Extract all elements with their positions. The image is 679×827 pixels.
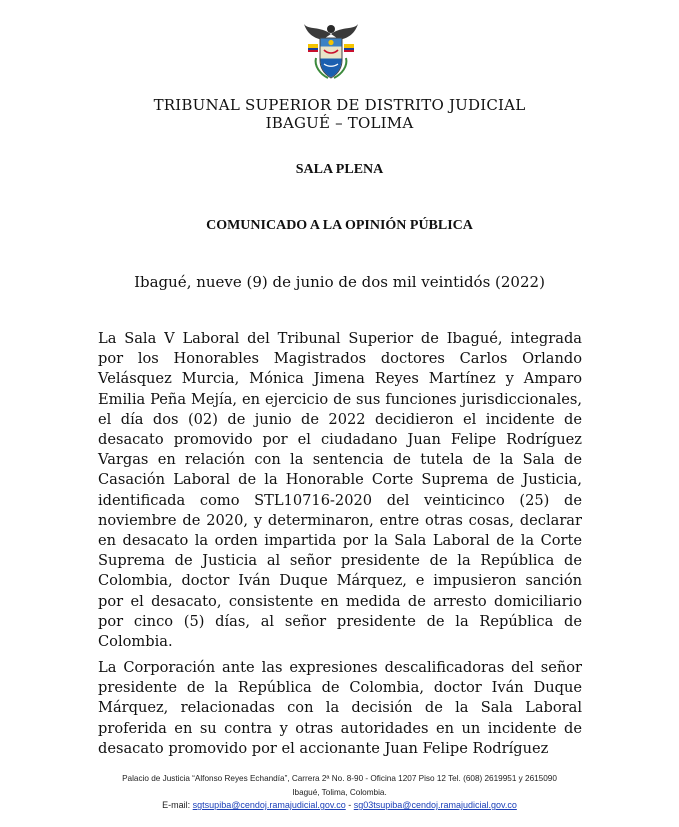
dateline: Ibagué, nueve (9) de junio de dos mil veintidós (2022) [134,273,545,291]
court-city: IBAGUÉ – TOLIMA [265,114,414,132]
court-name: TRIBUNAL SUPERIOR DE DISTRITO JUDICIAL [153,96,526,114]
footer-email-separator: - [348,800,352,810]
footer-city: Ibagué, Tolima, Colombia. [292,788,387,797]
communique-title: COMUNICADO A LA OPINIÓN PÚBLICA [206,218,473,233]
footer-emails [0,799,679,812]
footer-email-label: E-mail: [162,800,191,810]
body-paragraph-1: La Sala V Laboral del Tribunal Superior de Ibagué, integrada por los Honorables Magistrados doctores Carlos Orlando Velásquez Murcia, Mónica Jimena Reyes Martínez y Amparo Emilia Peña Mejía, en ejercicio de sus funciones jurisdiccionales, el día dos (02) de junio de 2022 decidieron el incidente de desacato promovido por el ciudadano Juan Felipe Rodríguez Vargas en relación con la sentencia de tutela de la Sala de Casación Laboral de la Honorable Corte Suprema de Justicia, identificada como STL10716-2020 del veinticinco (25) de noviembre de 2020, y determinaron, entre otras cosas, declarar en desacato la orden impartida por la Sala Laboral de la Corte Suprema de Justicia al señor presidente de la República de Colombia, doctor Iván Duque Márquez, e impusieron sanción por el desacato, consistente en medida de arresto domiciliario por cinco (5) días, al señor presidente de la República de Colombia. [98,330,582,651]
sala-heading: SALA PLENA [295,162,384,177]
footer-email-link-2[interactable]: sg03tsupiba@cendoj.ramajudicial.gov.co [353,800,517,810]
body-paragraph-2: La Corporación ante las expresiones descalificadoras del señor presidente de la República de Colombia, doctor Iván Duque Márquez, relacionadas con la decisión de la Sala Laboral proferida en su contra y otras autoridades en un incidente de desacato promovido por el accionante Juan Felipe Rodríguez [98,659,582,756]
footer-email-link-1[interactable]: sgtsupiba@cendoj.ramajudicial.gov.co [192,800,346,810]
coat-of-arms-icon [300,20,362,82]
footer-address: Palacio de Justicia “Alfonso Reyes Echandía”, Carrera 2ª No. 8-90 - Oficina 1207 Piso 12 Tel. (608) 2619951 y 2615090 [122,774,557,783]
